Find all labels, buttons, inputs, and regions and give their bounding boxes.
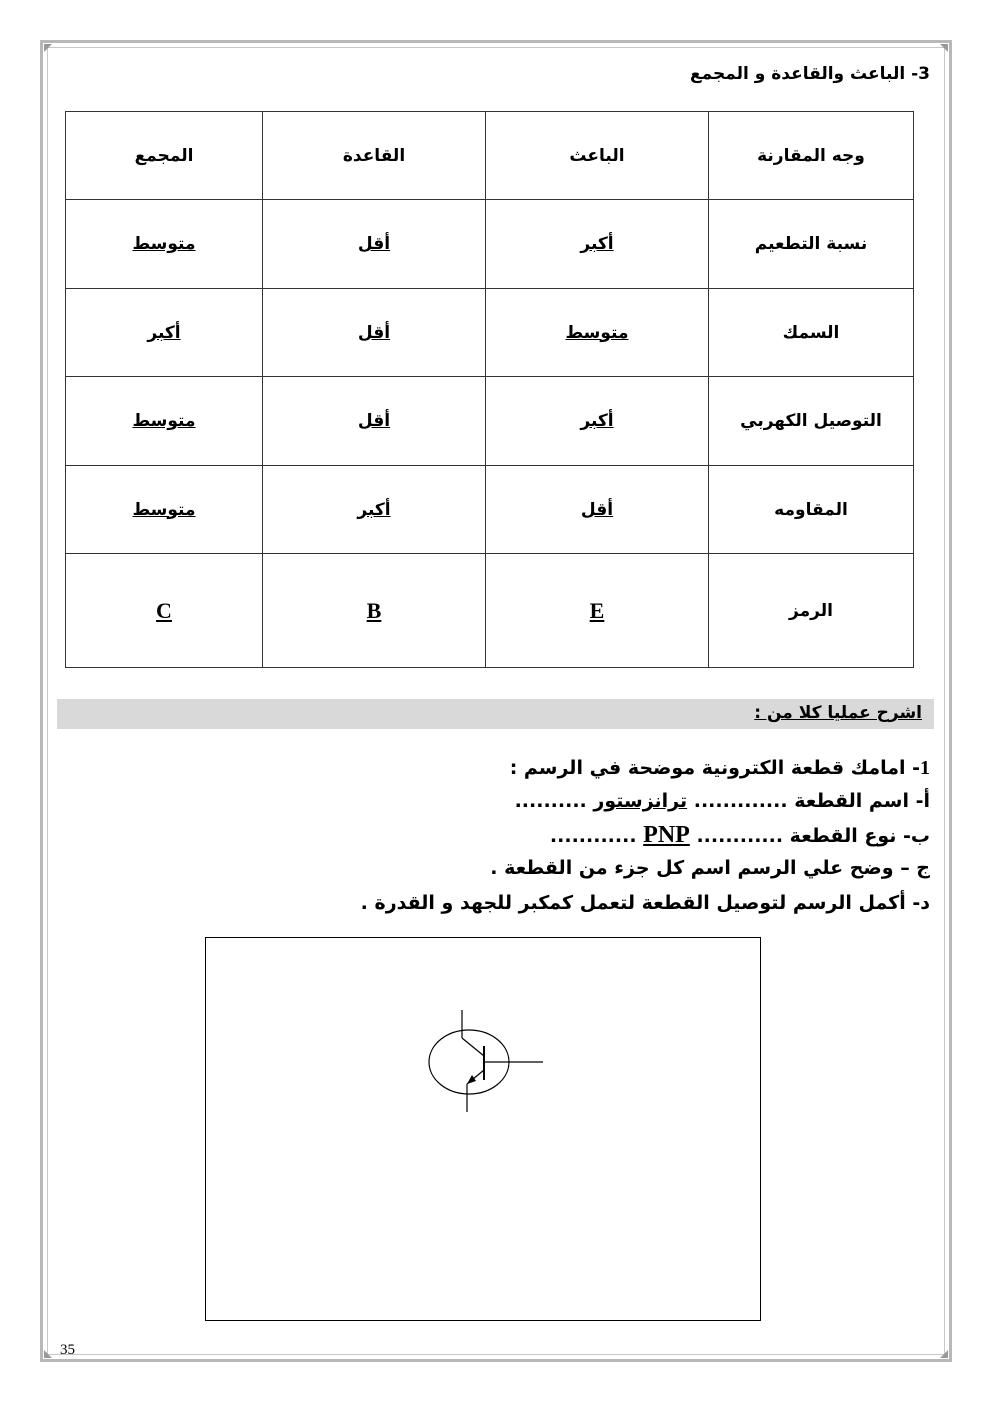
- table-header-cell: الباعث: [486, 112, 709, 200]
- question-part-c: ج – وضح علي الرسم اسم كل جزء من القطعة .: [490, 857, 930, 879]
- comparison-table: [65, 111, 914, 668]
- table-cell: متوسط: [66, 377, 263, 465]
- table-cell: أكبر: [66, 288, 263, 376]
- section-title: 3- الباعث والقاعدة و المجمع: [689, 64, 930, 84]
- table-cell: متوسط: [66, 465, 263, 553]
- instruction-banner: [57, 699, 934, 729]
- question-part-d: د- أكمل الرسم لتوصيل القطعة لتعمل كمكبر للجهد و القدرة .: [360, 892, 930, 914]
- instruction-banner-text: اشرح عمليا كلا من :: [754, 703, 922, 723]
- part-a-suffix: ..........: [514, 790, 587, 812]
- part-a-answer: ترانزستور: [593, 790, 688, 812]
- table-row: [66, 554, 914, 668]
- table-cell: أقل: [263, 200, 486, 288]
- table-cell-symbol: C: [66, 554, 263, 668]
- table-cell-symbol: E: [486, 554, 709, 668]
- corner-ornament-bottom-left: [44, 1350, 52, 1358]
- table-cell: أقل: [486, 465, 709, 553]
- collector-line: [462, 1038, 484, 1056]
- corner-ornament-top-left: [44, 44, 52, 52]
- table-header-cell: القاعدة: [263, 112, 486, 200]
- part-b-prefix: ب- نوع القطعة ............: [696, 825, 930, 847]
- question-number: 1: [920, 757, 930, 779]
- corner-ornament-top-right: [940, 44, 948, 52]
- question-part-b: [550, 822, 930, 849]
- part-a-prefix: أ- اسم القطعة .............: [693, 790, 930, 812]
- diagram-box: [205, 937, 761, 1321]
- part-b-suffix: ............: [549, 825, 637, 847]
- table-row: [66, 377, 914, 465]
- table-cell: أقل: [263, 288, 486, 376]
- page-number: 35: [60, 1342, 75, 1358]
- emitter-arrow: [467, 1075, 476, 1084]
- table-cell: أكبر: [486, 200, 709, 288]
- table-cell: أكبر: [263, 465, 486, 553]
- table-row-label: السمك: [709, 288, 914, 376]
- transistor-symbol-icon: [206, 938, 762, 1322]
- question-part-a: [515, 790, 930, 812]
- table-row-label: التوصيل الكهربي: [709, 377, 914, 465]
- corner-ornament-bottom-right: [940, 1350, 948, 1358]
- question-intro: [510, 757, 930, 780]
- table-row: [66, 465, 914, 553]
- table-cell: متوسط: [66, 200, 263, 288]
- table-header-row: [66, 112, 914, 200]
- table-header-cell: وجه المقارنة: [709, 112, 914, 200]
- table-row-label: المقاومه: [709, 465, 914, 553]
- table-cell: متوسط: [486, 288, 709, 376]
- question-intro-text: - امامك قطعة الكترونية موضحة في الرسم :: [509, 757, 920, 779]
- table-cell: أكبر: [486, 377, 709, 465]
- table-row-label: نسبة التطعيم: [709, 200, 914, 288]
- table-cell: أقل: [263, 377, 486, 465]
- table-cell-symbol: B: [263, 554, 486, 668]
- part-b-answer: PNP: [643, 822, 690, 848]
- table-row: [66, 200, 914, 288]
- table-row: [66, 288, 914, 376]
- table-row-label: الرمز: [709, 554, 914, 668]
- table-header-cell: المجمع: [66, 112, 263, 200]
